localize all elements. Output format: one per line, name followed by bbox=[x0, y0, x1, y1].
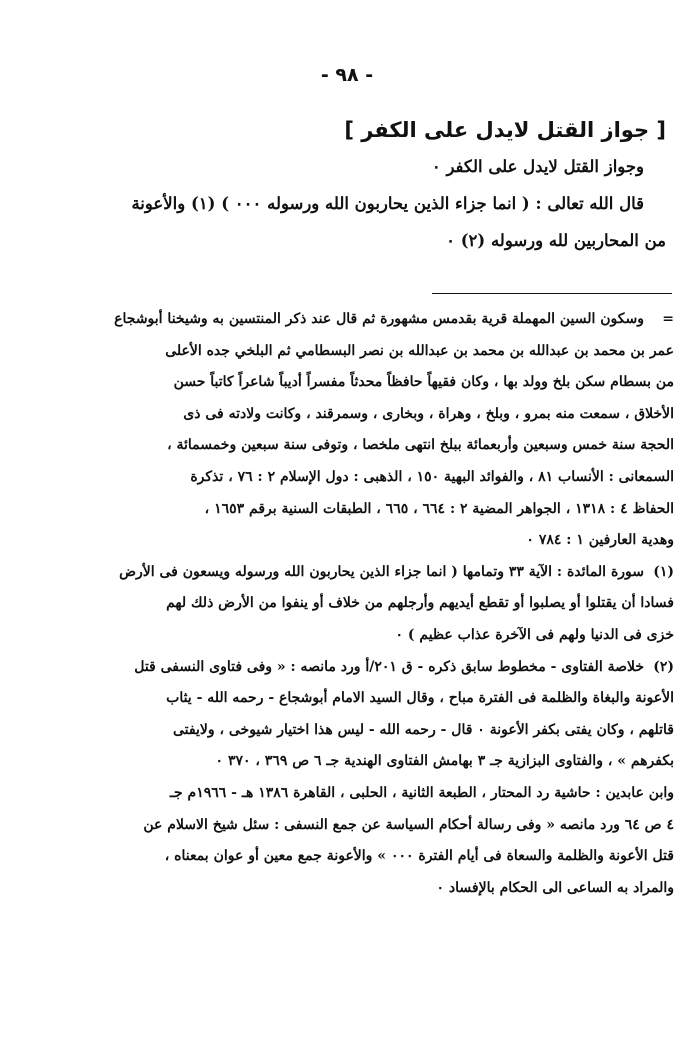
main-text-line: وجواز القتل لايدل على الكفر ٠ bbox=[431, 157, 644, 176]
footnote-line: خلاصة الفتاوى - مخطوط سابق ذكره - ق ٢٠١/أ ورد مانصه : « وفى فتاوى النسفى قتل bbox=[134, 658, 644, 675]
footnote-line: وابن عابدين : حاشية رد المحتار ، الطبعة الثانية ، الحلبى ، القاهرة ١٣٨٦ هـ - ١٩٦٦م جـ bbox=[169, 784, 674, 801]
footnote-line: وهدية العارفين ١ : ٧٨٤ ٠ bbox=[526, 532, 674, 549]
footnote-line: قاتلهم ، وكان يفتى بكفر الأعونة ٠ قال - رحمه الله - ليس هذا اختيار شيوخى ، ولايفتى bbox=[172, 721, 674, 738]
main-text-line: قال الله تعالى : ( انما جزاء الذين يحاربون الله ورسوله ٠٠٠ ) (١) والأعونة bbox=[131, 194, 644, 213]
footnote-line: الأخلاق ، سمعت منه بمرو ، وبلخ ، وهراة ، وبخارى ، وسمرقند ، وكانت ولادته فى ذى bbox=[183, 405, 674, 422]
footnote-line: السمعانى : الأنساب ٨١ ، والفوائد البهية ١٥٠ ، الذهبى : دول الإسلام ٢ : ٧٦ ، تذكرة bbox=[190, 468, 674, 485]
footnotes bbox=[32, 304, 674, 904]
footnote-line: الحفاظ ٤ : ١٣١٨ ، الجواهر المضية ٢ : ٦٦٤ ، ٦٦٥ ، الطبقات السنية برقم ١٦٥٣ ، bbox=[204, 500, 674, 517]
footnote-divider bbox=[432, 293, 672, 294]
footnote-line: الأعونة والبغاة والظلمة فى الفترة مباح ، وقال السيد الامام أبوشجاع - رحمه الله - يثاب bbox=[166, 690, 674, 707]
footnote-marker: (٢) bbox=[653, 658, 674, 675]
footnote-line: قتل الأعونة والظلمة والسعاة فى أيام الفترة ٠٠٠ » والأعونة جمع معين أو عوان بمعناه ، bbox=[164, 848, 674, 865]
footnote-2 bbox=[32, 652, 674, 905]
footnote-marker: (١) bbox=[653, 563, 674, 580]
footnote-line: عمر بن محمد بن عبدالله بن محمد بن عبدالله بن نصر البسطامي ثم البلخي جده الأعلى bbox=[165, 342, 674, 359]
section-heading: [ جواز القتل لايدل على الكفر ] bbox=[344, 118, 666, 142]
footnote-line: والمراد به الساعى الى الحكام بالإفساد ٠ bbox=[436, 879, 674, 896]
footnote-continuation bbox=[32, 304, 674, 557]
footnote-line: سورة المائدة : الآية ٣٣ وتمامها ( انما جزاء الذين يحاربون الله ورسوله ويسعون فى الأرض bbox=[119, 563, 644, 580]
footnote-line: الحجة سنة خمس وسبعين وأربعمائة ببلخ انتهى ملخصا ، وتوفى سنة سبعين وخمسمائة ، bbox=[167, 437, 674, 454]
footnote-marker: = bbox=[662, 311, 674, 327]
footnote-line: ٤ ص ٦٤ ورد مانصه « وفى رسالة أحكام السياسة عن جمع النسفى : سئل شيخ الاسلام عن bbox=[143, 816, 674, 833]
main-text-line: من المحاربين لله ورسوله (٢) ٠ bbox=[446, 231, 666, 250]
footnote-line: بكفرهم » ، والفتاوى البزازية جـ ٣ بهامش الفتاوى الهندية جـ ٦ ص ٣٦٩ ، ٣٧٠ ٠ bbox=[215, 753, 674, 770]
footnote-1 bbox=[32, 557, 674, 652]
footnote-line: فسادا أن يقتلوا أو يصلبوا أو تقطع أيديهم وأرجلهم من خلاف أو ينفوا من الأرض ذلك لهم bbox=[166, 595, 674, 612]
footnote-line: وسكون السين المهملة قرية بقدمس مشهورة ثم قال عند ذكر المنتسين به وشيخنا أبوشجاع bbox=[114, 311, 644, 327]
footnote-line: خزى فى الدنيا ولهم فى الآخرة عذاب عظيم ) ٠ bbox=[395, 626, 674, 643]
page-number: - ٩٨ - bbox=[320, 64, 374, 86]
footnote-line: من بسطام سكن بلخ وولد بها ، وكان فقيهاً حافظاً محدثاً مفسراً أديباً شاعراً كاتباً حسن bbox=[173, 374, 674, 391]
main-text bbox=[66, 112, 666, 259]
